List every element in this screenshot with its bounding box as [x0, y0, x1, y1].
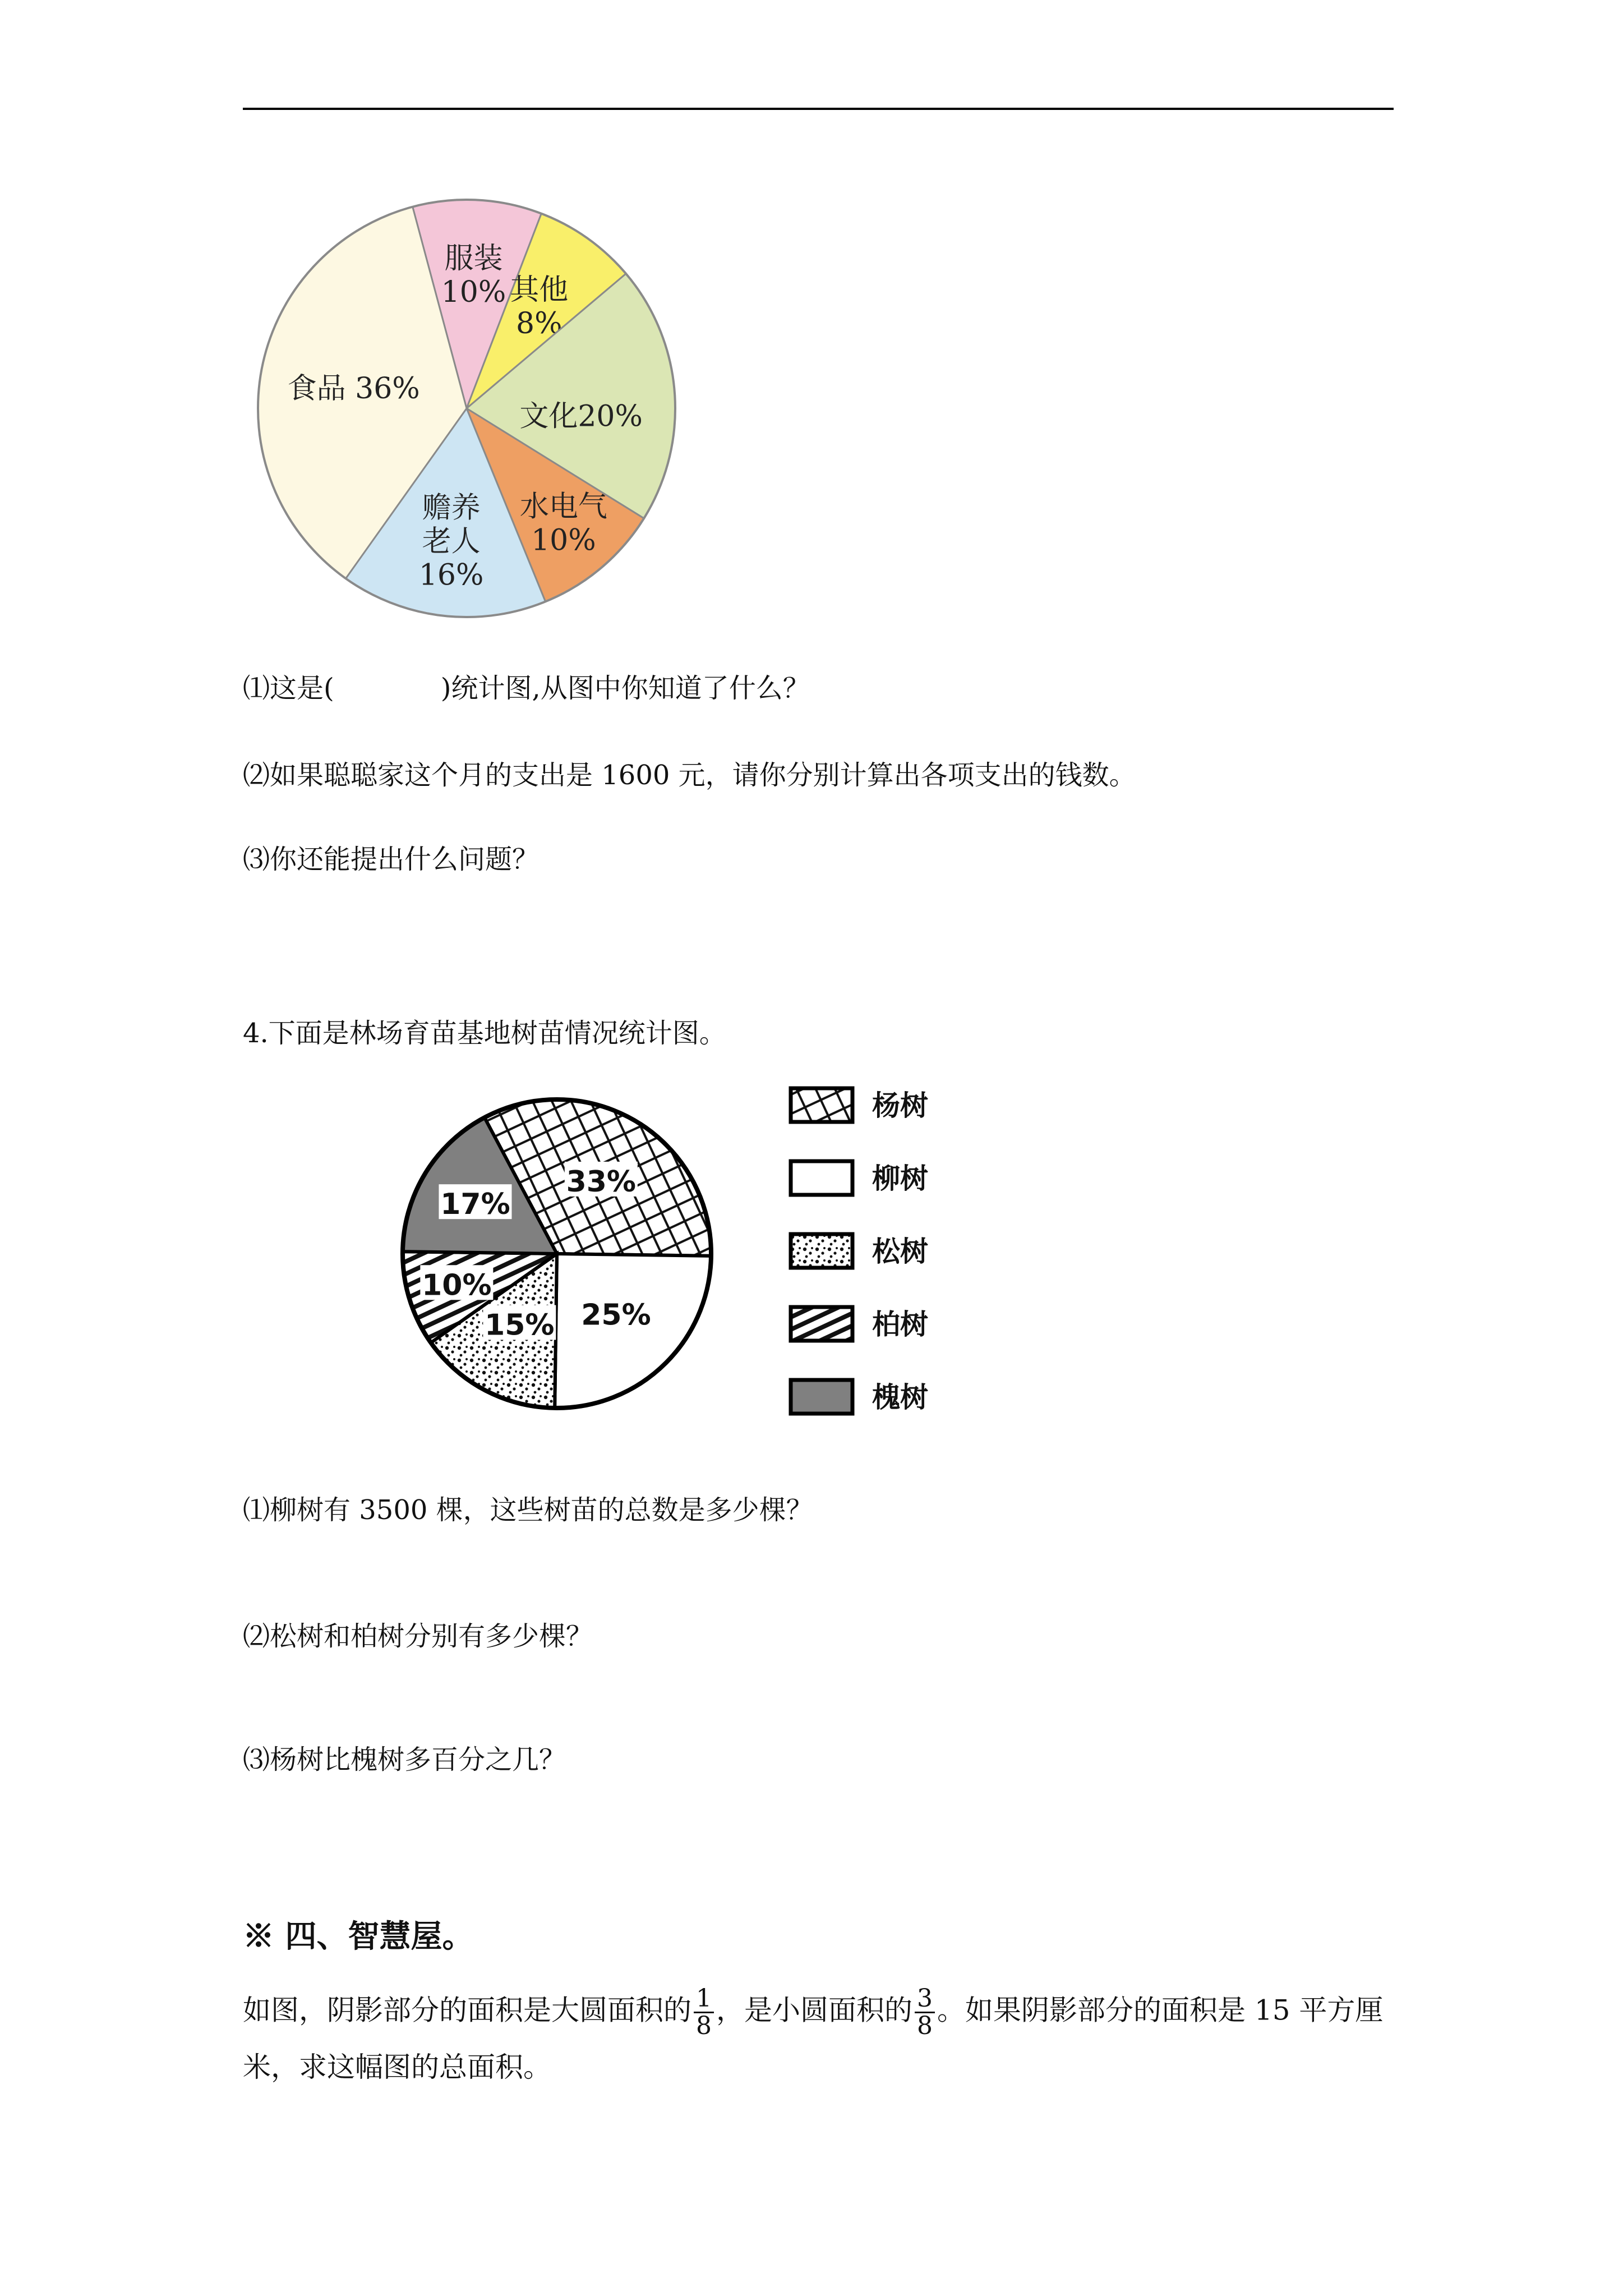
pie1-label-0-1: 10%	[441, 275, 506, 310]
pie1-label-4-2: 16%	[418, 558, 484, 592]
section-4-paragraph	[243, 1986, 1383, 2039]
pie1-label-1-0: 其他	[510, 273, 569, 307]
question-3-2: ⑵如果聪聪家这个月的支出是 1600 元，请你分别计算出各项支出的钱数。	[243, 760, 1136, 791]
legend-label-0: 杨树	[872, 1089, 928, 1122]
legend-swatch-3	[791, 1307, 852, 1341]
legend-swatch-1	[791, 1161, 852, 1195]
paragraph-text-2: ，是小圆面积的	[716, 1994, 912, 2027]
question-4-2: ⑵松树和柏树分别有多少棵？	[243, 1621, 593, 1652]
pie2-label-1: 25%	[581, 1298, 651, 1332]
pie1-label-3-1: 10%	[531, 523, 596, 558]
question-3-1-text-a: ⑴这是(	[243, 673, 334, 704]
legend-label-4: 槐树	[872, 1381, 928, 1414]
pie1-label-3-0: 水电气	[519, 490, 607, 524]
question-4-3: ⑶杨树比槐树多百分之几？	[243, 1744, 566, 1775]
question-4-1: ⑴柳树有 3500 棵，这些树苗的总数是多少棵？	[243, 1494, 813, 1526]
legend-swatch-2	[791, 1234, 852, 1268]
fraction-one-eighth	[694, 1986, 714, 2039]
pie2-label-3: 10%	[422, 1268, 492, 1303]
question-3-1-text-b: )统计图,从图中你知道了什么？	[440, 673, 810, 704]
question-4-title: 4.下面是林场育苗基地树苗情况统计图。	[243, 1018, 726, 1049]
legend-label-2: 松树	[872, 1235, 928, 1268]
question-3-3: ⑶你还能提出什么问题？	[243, 844, 540, 875]
legend-label-1: 柳树	[872, 1162, 928, 1195]
section-4-paragraph-line-2: 米，求这幅图的总面积。	[243, 2051, 551, 2083]
paragraph-text-3: 。如果阴影部分的面积是 15 平方厘	[937, 1994, 1384, 2027]
legend-swatch-0	[791, 1088, 852, 1122]
fraction-2-denominator: 8	[917, 2012, 933, 2041]
pie2-label-4: 17%	[440, 1188, 510, 1222]
fraction-three-eighths	[915, 1986, 935, 2039]
pie2-label-0: 33%	[566, 1165, 637, 1199]
fraction-1-denominator: 8	[696, 2012, 712, 2041]
fraction-1-numerator: 1	[694, 1986, 714, 2013]
pie1-label-2-0: 文化20%	[519, 399, 643, 434]
pie1-label-4-1: 老人	[422, 524, 481, 559]
pie1-label-0-0: 服装	[444, 242, 503, 276]
legend-label-3: 柏树	[872, 1308, 928, 1341]
pie1-label-4-0: 赡养	[422, 491, 481, 525]
pie2-label-2: 15%	[485, 1308, 555, 1342]
legend-swatch-4	[791, 1380, 852, 1414]
pie1-label-1-1: 8%	[516, 307, 562, 341]
pie1-label-5-0: 食品 36%	[287, 371, 420, 406]
fraction-2-numerator: 3	[915, 1986, 935, 2013]
paragraph-text-1: 如图，阴影部分的面积是大圆面积的	[243, 1994, 691, 2027]
section-4-heading: ※ 四、智慧屋。	[243, 1918, 474, 1955]
